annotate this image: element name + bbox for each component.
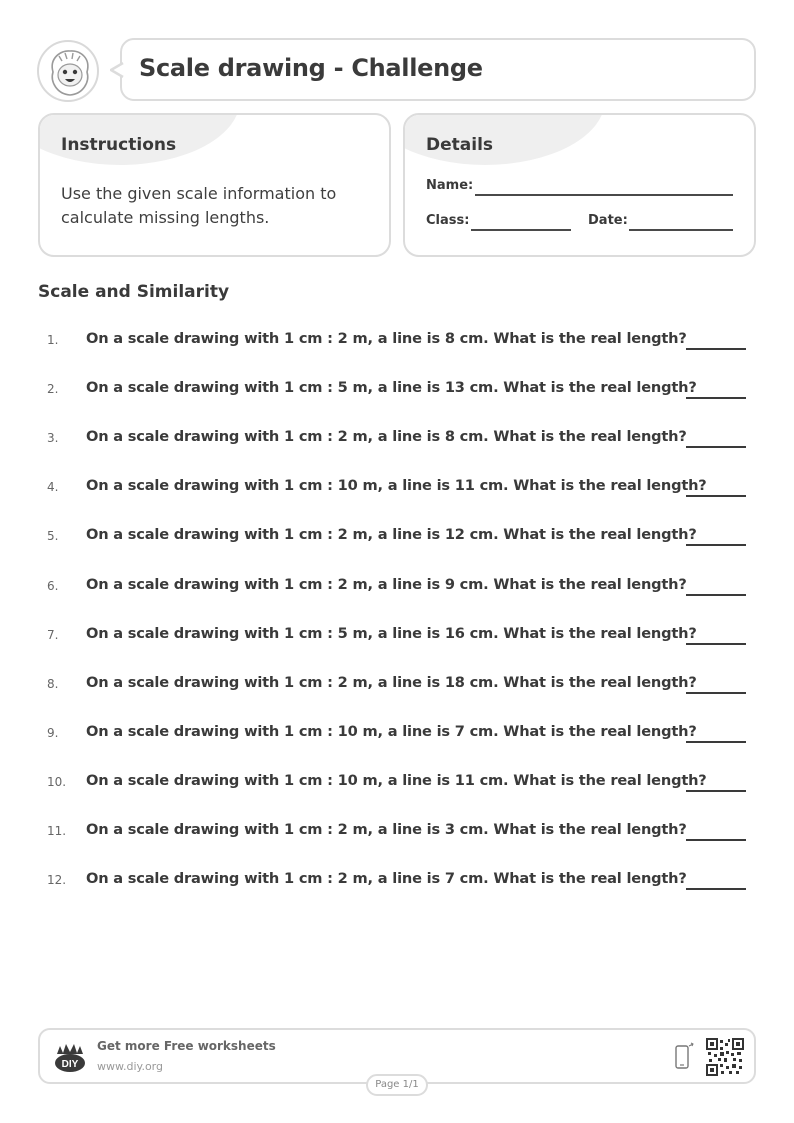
date-label: Date: xyxy=(588,213,628,228)
class-label: Class: xyxy=(426,213,470,228)
question-item xyxy=(38,574,748,598)
question-text: On a scale drawing with 1 cm : 2 m, a line is 9 cm. What is the real length? xyxy=(86,576,687,593)
question-text: On a scale drawing with 1 cm : 5 m, a line is 16 cm. What is the real length? xyxy=(86,625,697,642)
question-number: 8. xyxy=(47,677,59,691)
question-number: 3. xyxy=(47,431,59,445)
section-title: Scale and Similarity xyxy=(38,282,230,302)
answer-line[interactable] xyxy=(686,495,746,497)
answer-line[interactable] xyxy=(686,888,746,890)
question-number: 1. xyxy=(47,333,59,347)
question-item xyxy=(38,524,748,548)
instructions-heading: Instructions xyxy=(61,135,177,155)
footer-promo: Get more Free worksheets xyxy=(97,1039,276,1053)
question-text: On a scale drawing with 1 cm : 2 m, a line is 8 cm. What is the real length? xyxy=(86,330,687,347)
date-field[interactable] xyxy=(629,229,733,231)
answer-line[interactable] xyxy=(686,397,746,399)
question-item xyxy=(38,770,748,794)
question-number: 5. xyxy=(47,529,59,543)
class-field[interactable] xyxy=(471,229,571,231)
question-item xyxy=(38,475,748,499)
phone-scan-icon xyxy=(674,1042,694,1072)
question-text: On a scale drawing with 1 cm : 10 m, a line is 11 cm. What is the real length? xyxy=(86,772,707,789)
question-item xyxy=(38,721,748,745)
answer-line[interactable] xyxy=(686,692,746,694)
yeti-mascot-icon xyxy=(39,42,99,102)
question-item xyxy=(38,819,748,843)
diy-logo-text: DIY xyxy=(61,1059,79,1070)
name-label: Name: xyxy=(426,178,474,193)
question-item xyxy=(38,426,748,450)
question-text: On a scale drawing with 1 cm : 2 m, a line is 3 cm. What is the real length? xyxy=(86,821,687,838)
details-heading: Details xyxy=(426,135,494,155)
answer-line[interactable] xyxy=(686,594,746,596)
question-text: On a scale drawing with 1 cm : 2 m, a line is 18 cm. What is the real length? xyxy=(86,674,697,691)
question-number: 7. xyxy=(47,628,59,642)
instructions-text: Use the given scale information to calculate missing lengths. xyxy=(61,184,337,227)
answer-line[interactable] xyxy=(686,790,746,792)
question-text: On a scale drawing with 1 cm : 5 m, a line is 13 cm. What is the real length? xyxy=(86,379,697,396)
question-item xyxy=(38,868,748,892)
question-text: On a scale drawing with 1 cm : 10 m, a line is 11 cm. What is the real length? xyxy=(86,477,707,494)
question-number: 9. xyxy=(47,726,59,740)
name-field[interactable] xyxy=(475,194,733,196)
answer-line[interactable] xyxy=(686,348,746,350)
page-indicator: Page 1/1 xyxy=(366,1074,428,1096)
question-number: 12. xyxy=(47,873,67,887)
answer-line[interactable] xyxy=(686,741,746,743)
question-item xyxy=(38,328,748,352)
answer-line[interactable] xyxy=(686,544,746,546)
question-text: On a scale drawing with 1 cm : 10 m, a line is 7 cm. What is the real length? xyxy=(86,723,697,740)
footer-link[interactable]: www.diy.org xyxy=(97,1060,163,1073)
answer-line[interactable] xyxy=(686,446,746,448)
question-number: 11. xyxy=(47,824,67,838)
answer-line[interactable] xyxy=(686,839,746,841)
question-text: On a scale drawing with 1 cm : 2 m, a line is 7 cm. What is the real length? xyxy=(86,870,687,887)
page-title: Scale drawing - Challenge xyxy=(139,54,483,82)
question-text: On a scale drawing with 1 cm : 2 m, a line is 12 cm. What is the real length? xyxy=(86,526,697,543)
question-item xyxy=(38,377,748,401)
question-number: 10. xyxy=(47,775,67,789)
question-number: 2. xyxy=(47,382,59,396)
question-item xyxy=(38,672,748,696)
qr-code-icon[interactable] xyxy=(706,1038,744,1076)
answer-line[interactable] xyxy=(686,643,746,645)
diy-logo-icon xyxy=(52,1040,88,1074)
details-panel xyxy=(403,113,756,257)
question-text: On a scale drawing with 1 cm : 2 m, a line is 8 cm. What is the real length? xyxy=(86,428,687,445)
title-banner xyxy=(120,38,756,101)
mascot-avatar xyxy=(37,40,99,102)
instructions-panel xyxy=(38,113,391,257)
question-number: 4. xyxy=(47,480,59,494)
speech-tail-icon xyxy=(110,62,124,78)
question-item xyxy=(38,623,748,647)
question-number: 6. xyxy=(47,579,59,593)
